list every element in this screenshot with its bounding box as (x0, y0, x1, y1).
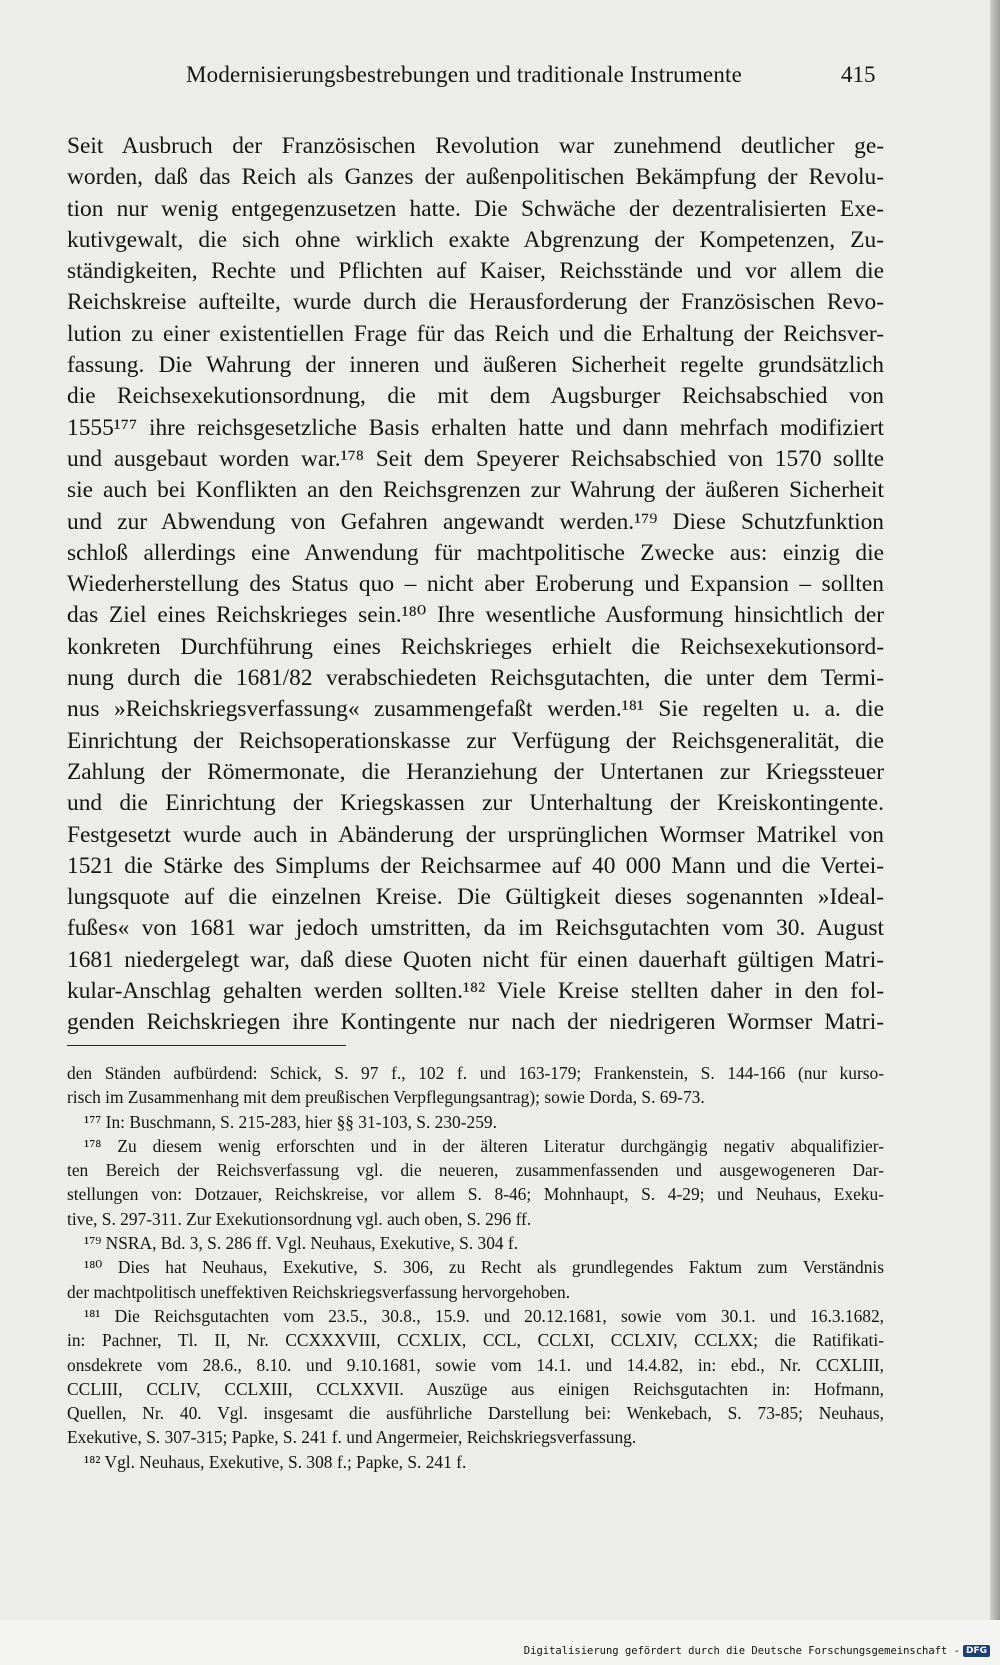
body-line: nung durch die 1681/82 verabschiedeten Reichsgutachten, die unter dem Termi- (67, 665, 884, 692)
body-line: nus »Reichskriegsverfassung« zusammengefaßt werden.¹⁸¹ Sie regelten u. a. die (67, 696, 884, 723)
page-number: 415 (841, 62, 876, 87)
body-line: kular-Anschlag gehalten werden sollten.¹⁸² Viele Kreise stellten daher in den fol- (67, 978, 884, 1005)
body-line: ständigkeiten, Rechte und Pflichten auf Kaiser, Reichsstände und vor allem die (67, 258, 884, 285)
body-line: konkreten Durchführung eines Reichskrieges erhielt die Reichsexekutionsord- (67, 633, 884, 660)
body-line: fassung. Die Wahrung der inneren und äußeren Sicherheit regelte grundsätzlich (67, 352, 884, 379)
body-line: Zahlung der Römermonate, die Heranziehung der Untertanen zur Kriegssteuer (67, 758, 884, 785)
body-line: und die Einrichtung der Kriegskassen zur Unterhaltung der Kreiskontingente. (67, 790, 884, 817)
footnote-separator (67, 1045, 346, 1046)
body-line: worden, daß das Reich als Ganzes der außenpolitischen Bekämpfung der Revolu- (67, 164, 884, 191)
footnote-line: ¹⁷⁹ NSRA, Bd. 3, S. 286 ff. Vgl. Neuhaus, Exekutive, S. 304 f. (84, 1233, 519, 1254)
footnote-line: den Ständen aufbürdend: Schick, S. 97 f., 102 f. und 163-179; Frankenstein, S. 144-166 (nur kurso- (67, 1063, 884, 1083)
footnote-line: ten Bereich der Reichsverfassung vgl. die neueren, zusammenfassenden und ausgewogeneren Dar- (67, 1160, 884, 1181)
footnote-line: ¹⁸¹ Die Reichsgutachten vom 23.5., 30.8., 15.9. und 20.12.1681, sowie vom 30.1. und 16.3.1682, (84, 1305, 884, 1326)
body-line: schloß allerdings eine Anwendung für machtpolitische Zwecke aus: einzig die (67, 539, 884, 566)
running-header (0, 62, 1000, 98)
body-paragraph (67, 131, 884, 1039)
body-line: Seit Ausbruch der Französischen Revolution war zunehmend deutlicher ge- (67, 133, 884, 159)
dfg-logo: DFG (963, 1645, 990, 1657)
body-line: fußes« von 1681 war jedoch umstritten, da im Reichsgutachten vom 30. August (67, 915, 884, 942)
running-head-title: Modernisierungsbestrebungen und traditionale Instrumente (186, 62, 743, 87)
body-line: lution zu einer existentiellen Frage für das Reich und die Erhaltung der Reichsver- (67, 320, 884, 347)
body-line: 1555¹⁷⁷ ihre reichsgesetzliche Basis erhalten hatte und dann mehrfach modifiziert (67, 414, 884, 441)
footnote-line: ¹⁸⁰ Dies hat Neuhaus, Exekutive, S. 306, zu Recht als grundlegendes Faktum zum Verständnis (84, 1257, 884, 1278)
body-line: sie auch bei Konflikten an den Reichsgrenzen zur Wahrung der äußeren Sicherheit (67, 477, 884, 504)
body-line: die Reichsexekutionsordnung, die mit dem Augsburger Reichsabschied von (67, 383, 884, 410)
footnote-line: risch im Zusammenhang mit dem preußischen Verpflegungsantrag); sowie Dorda, S. 69-73. (67, 1087, 705, 1108)
footnote-line: ¹⁷⁷ In: Buschmann, S. 215-283, hier §§ 31-103, S. 230-259. (84, 1111, 497, 1132)
footnote-line: CCLIII, CCLIV, CCLXIII, CCLXXVII. Auszüge aus einigen Reichsgutachten in: Hofmann, (67, 1378, 884, 1399)
body-line: Einrichtung der Reichsoperationskasse zur Verfügung der Reichsgeneralität, die (67, 727, 884, 754)
footnote-line: ¹⁸² Vgl. Neuhaus, Exekutive, S. 308 f.; Papke, S. 241 f. (84, 1451, 467, 1472)
footnote-line: onsdekrete vom 28.6., 8.10. und 9.10.1681, sowie vom 14.1. und 14.4.82, in: ebd., Nr. CCXLIII, (67, 1354, 884, 1375)
body-line: tion nur wenig entgegenzusetzen hatte. Die Schwäche der dezentralisierten Exe- (67, 195, 884, 222)
footnote-line: in: Pachner, Tl. II, Nr. CCXXXVIII, CCXLIX, CCL, CCLXI, CCLXIV, CCLXX; die Ratifikati- (67, 1330, 884, 1351)
body-line: genden Reichskriegen ihre Kontingente nur nach der niedrigeren Wormser Matri- (67, 1009, 884, 1036)
body-line: Reichskreise aufteilte, wurde durch die Herausforderung der Französischen Revo- (67, 289, 884, 316)
footnote-line: ¹⁷⁸ Zu diesem wenig erforschten und in der älteren Literatur durchgängig negativ abqualifizier- (84, 1135, 884, 1156)
body-line: lungsquote auf die einzelnen Kreise. Die Gültigkeit dieses sogenannten »Ideal- (67, 884, 884, 911)
body-line: Festgesetzt wurde auch in Abänderung der ursprünglichen Wormser Matrikel von (67, 821, 884, 848)
footnote-line: der machtpolitisch uneffektiven Reichskriegsverfassung hervorgehoben. (67, 1281, 571, 1302)
page-edge-shadow (990, 0, 1000, 1620)
footnotes (67, 1061, 884, 1474)
body-line: und zur Abwendung von Gefahren angewandt werden.¹⁷⁹ Diese Schutzfunktion (67, 508, 884, 535)
body-line: das Ziel eines Reichskrieges sein.¹⁸⁰ Ihre wesentliche Ausformung hinsichtlich der (67, 602, 884, 629)
body-line: 1521 die Stärke des Simplums der Reichsarmee auf 40 000 Mann und die Vertei- (67, 852, 884, 879)
footnote-line: Exekutive, S. 307-315; Papke, S. 241 f. und Angermeier, Reichskriegsverfassung. (67, 1427, 637, 1448)
credit-text: Digitalisierung gefördert durch die Deutsche Forschungsgemeinschaft - (523, 1645, 960, 1657)
body-line: kutivgewalt, die sich ohne wirklich exakte Abgrenzung der Kompetenzen, Zu- (67, 226, 884, 253)
footnote-line: stellungen von: Dotzauer, Reichskreise, vor allem S. 8-46; Mohnhaupt, S. 4-29; und Neuhaus, Exeku- (67, 1184, 884, 1205)
footnote-line: tive, S. 297-311. Zur Exekutionsordnung vgl. auch oben, S. 296 ff. (67, 1208, 532, 1229)
digitization-credit (524, 1643, 990, 1659)
body-line: und ausgebaut worden war.¹⁷⁸ Seit dem Speyerer Reichsabschied von 1570 sollte (67, 445, 884, 472)
footnote-line: Quellen, Nr. 40. Vgl. insgesamt die ausführliche Darstellung bei: Wenkebach, S. 73-85; Neuhaus, (67, 1403, 884, 1424)
body-line: 1681 niedergelegt war, daß diese Quoten nicht für einen dauerhaft gültigen Matri- (67, 946, 884, 973)
body-line: Wiederherstellung des Status quo – nicht aber Eroberung und Expansion – sollten (67, 571, 884, 598)
